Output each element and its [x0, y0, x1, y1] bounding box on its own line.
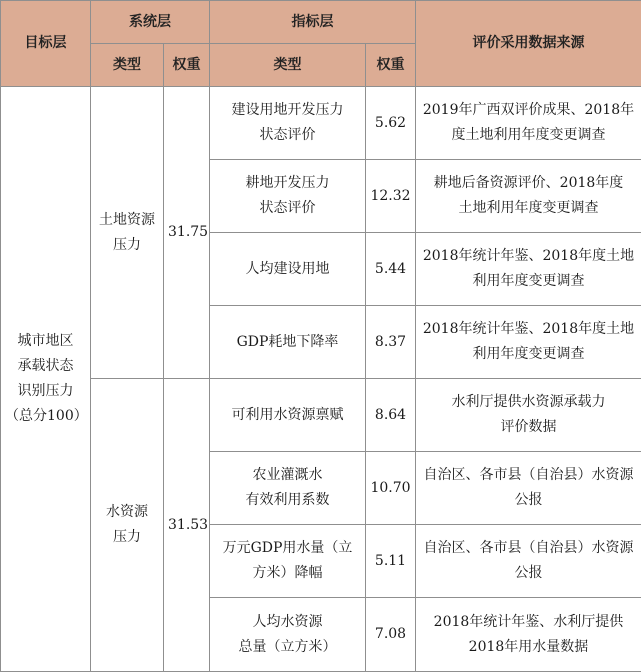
data-source-line: 评价数据	[420, 415, 637, 440]
indicator-type-cell	[210, 306, 366, 379]
indicator-weight-cell: 5.11	[366, 525, 416, 598]
target-line: 城市地区	[5, 329, 86, 354]
indicator-type-cell	[210, 379, 366, 452]
indicator-type-line: 耕地开发压力	[214, 171, 361, 196]
indicator-type-line: GDP耗地下降率	[214, 330, 361, 355]
data-source-line: 利用年度变更调查	[420, 342, 637, 367]
data-source-cell	[416, 598, 641, 672]
indicator-type-line: 可利用水资源禀赋	[214, 403, 361, 428]
target-line: 承载状态	[5, 354, 86, 379]
system-type-line: 压力	[95, 233, 159, 258]
header-system-layer: 系统层	[91, 1, 210, 44]
header-indicator-layer: 指标层	[210, 1, 416, 44]
data-source-cell	[416, 379, 641, 452]
header-target-layer: 目标层	[1, 1, 91, 87]
indicator-type-cell	[210, 452, 366, 525]
data-source-line: 2018年统计年鉴、2018年度土地	[420, 317, 637, 342]
data-source-line: 水利厅提供水资源承载力	[420, 390, 637, 415]
indicator-weight-cell: 5.44	[366, 233, 416, 306]
indicator-type-cell	[210, 233, 366, 306]
data-source-line: 2018年用水量数据	[420, 635, 637, 660]
header-indicator-type: 类型	[210, 44, 366, 87]
indicator-type-line: 农业灌溉水	[214, 463, 361, 488]
data-source-line: 公报	[420, 488, 637, 513]
target-line: （总分100）	[5, 404, 86, 429]
indicator-type-cell	[210, 598, 366, 672]
data-source-line: 利用年度变更调查	[420, 269, 637, 294]
indicator-type-cell	[210, 525, 366, 598]
system-type-line: 土地资源	[95, 208, 159, 233]
header-system-weight: 权重	[164, 44, 210, 87]
indicator-type-cell	[210, 160, 366, 233]
indicator-type-line: 万元GDP用水量（立	[214, 536, 361, 561]
indicator-type-line: 建设用地开发压力	[214, 98, 361, 123]
data-source-cell	[416, 233, 641, 306]
indicator-type-cell	[210, 87, 366, 160]
indicator-type-line: 状态评价	[214, 123, 361, 148]
target-cell	[1, 87, 91, 672]
data-source-line: 度土地利用年度变更调查	[420, 123, 637, 148]
data-source-line: 自治区、各市县（自治县）水资源	[420, 536, 637, 561]
data-source-line: 2018年统计年鉴、水利厅提供	[420, 610, 637, 635]
indicator-type-line: 有效利用系数	[214, 488, 361, 513]
data-source-line: 2019年广西双评价成果、2018年	[420, 98, 637, 123]
header-system-type: 类型	[91, 44, 164, 87]
data-source-line: 公报	[420, 561, 637, 586]
header-indicator-weight: 权重	[366, 44, 416, 87]
system-type-line: 水资源	[95, 500, 159, 525]
indicator-weight-cell: 5.62	[366, 87, 416, 160]
indicator-type-line: 人均水资源	[214, 610, 361, 635]
header-data-source: 评价采用数据来源	[416, 1, 641, 87]
system-type-cell	[91, 87, 164, 379]
data-source-cell	[416, 160, 641, 233]
data-source-cell	[416, 306, 641, 379]
system-type-line: 压力	[95, 525, 159, 550]
indicator-weight-cell: 12.32	[366, 160, 416, 233]
target-line: 识别压力	[5, 379, 86, 404]
system-weight-cell: 31.53	[164, 379, 210, 672]
indicator-type-line: 状态评价	[214, 196, 361, 221]
indicator-weight-cell: 8.37	[366, 306, 416, 379]
indicator-type-line: 方米）降幅	[214, 561, 361, 586]
indicator-weight-cell: 7.08	[366, 598, 416, 672]
system-weight-cell: 31.75	[164, 87, 210, 379]
data-source-line: 2018年统计年鉴、2018年度土地	[420, 244, 637, 269]
data-source-cell	[416, 87, 641, 160]
data-source-line: 耕地后备资源评价、2018年度	[420, 171, 637, 196]
indicator-weight-cell: 10.70	[366, 452, 416, 525]
data-source-cell	[416, 452, 641, 525]
indicator-type-line: 人均建设用地	[214, 257, 361, 282]
data-source-line: 自治区、各市县（自治县）水资源	[420, 463, 637, 488]
system-type-cell	[91, 379, 164, 672]
indicator-weight-cell: 8.64	[366, 379, 416, 452]
data-source-line: 土地利用年度变更调查	[420, 196, 637, 221]
indicator-type-line: 总量（立方米）	[214, 635, 361, 660]
data-source-cell	[416, 525, 641, 598]
